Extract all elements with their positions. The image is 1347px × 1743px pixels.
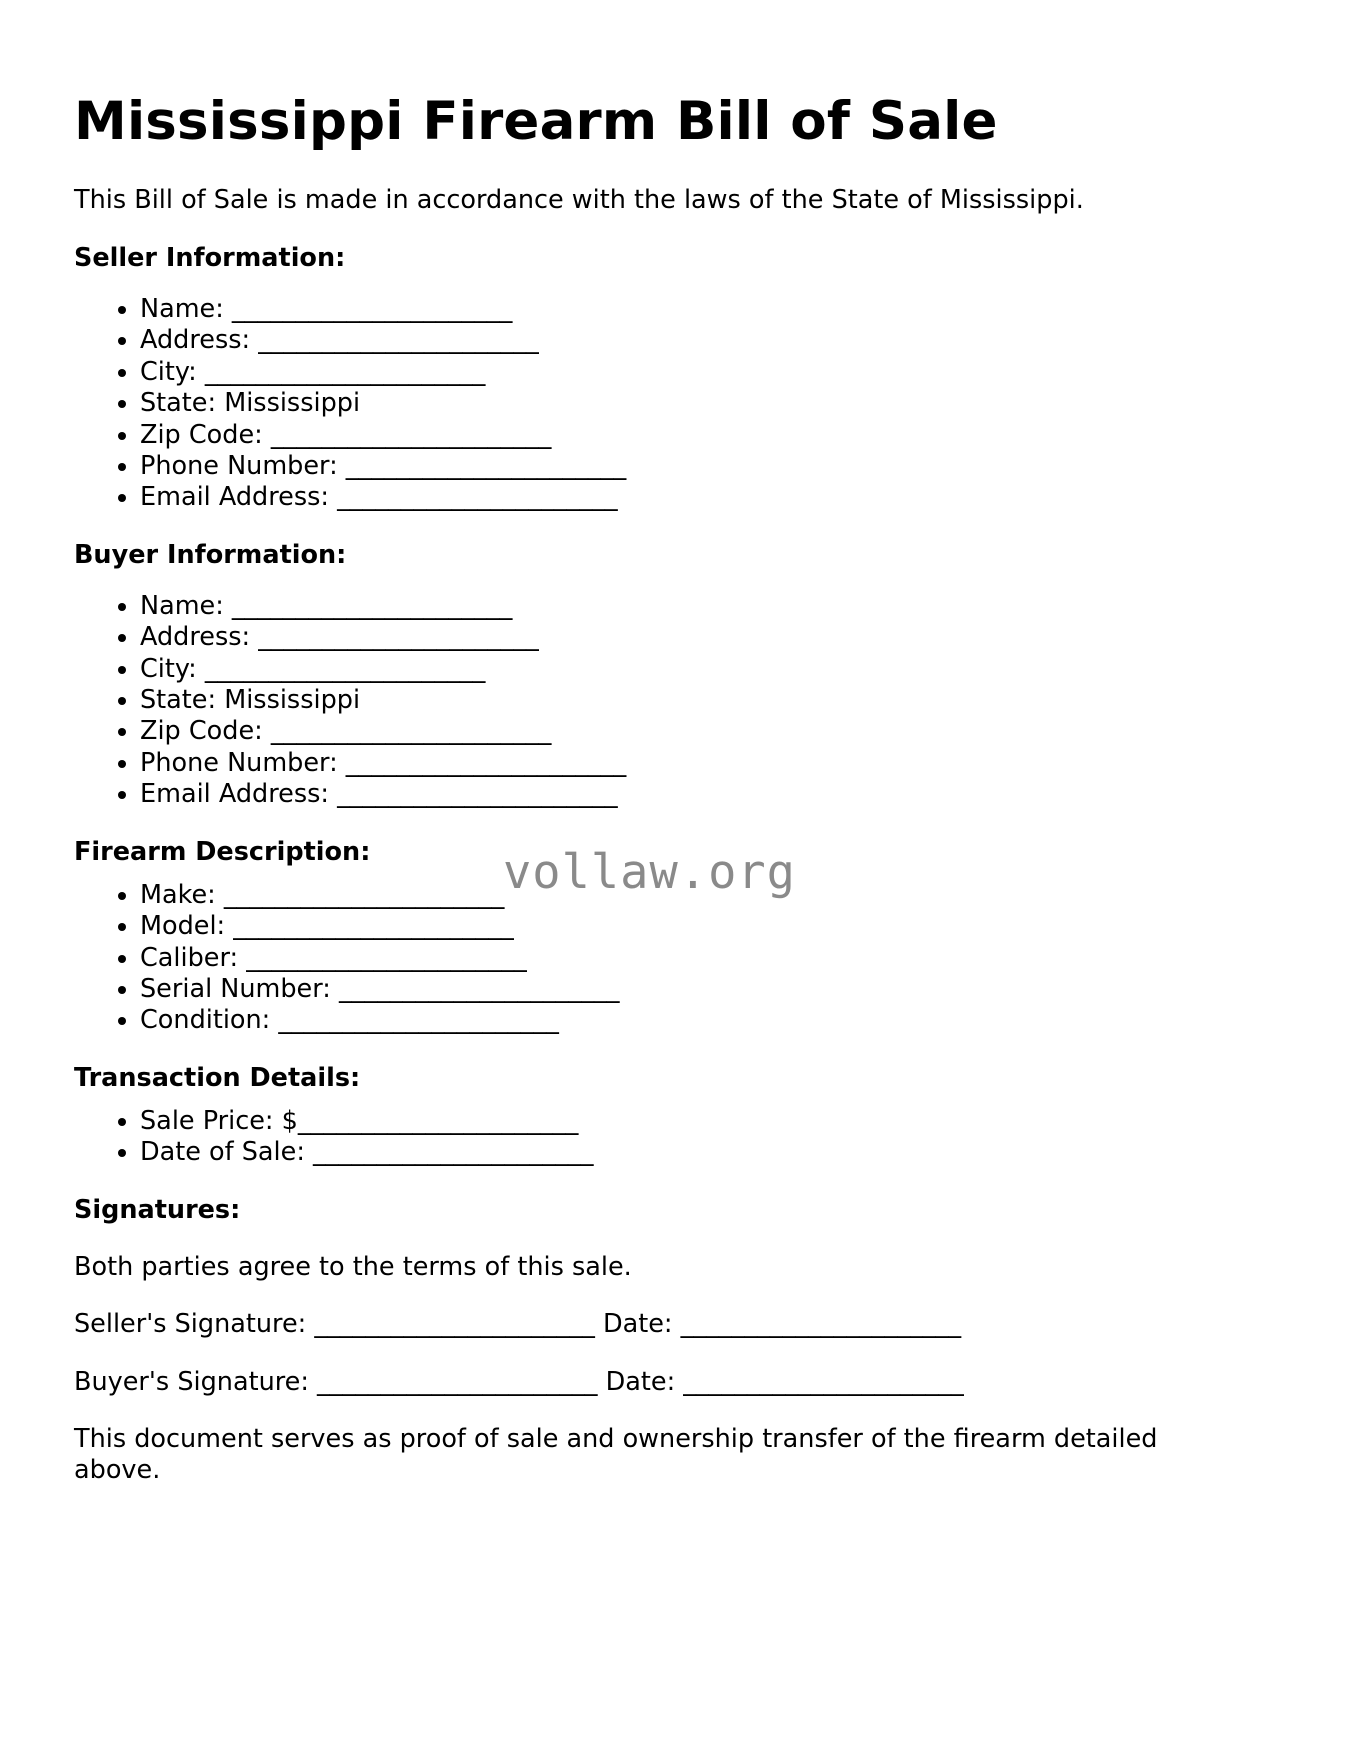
buyer-state-field: • State: Mississippi <box>140 685 1274 716</box>
firearm-condition-field: • Condition: ______________________ <box>140 1005 1274 1036</box>
buyer-signature-line: Buyer's Signature: ______________________ Date: ______________________ <box>74 1366 964 1397</box>
firearm-caliber-field: • Caliber: ______________________ <box>140 943 1274 974</box>
buyer-list <box>74 591 1274 811</box>
buyer-address-field: • Address: ______________________ <box>140 622 1274 653</box>
signatures-heading: Signatures: <box>74 1194 241 1225</box>
seller-city-field: • City: ______________________ <box>140 357 1274 388</box>
transaction-list <box>74 1106 1274 1169</box>
transaction-heading: Transaction Details: <box>74 1062 361 1093</box>
buyer-heading: Buyer Information: <box>74 539 347 570</box>
document-title: Mississippi Firearm Bill of Sale <box>74 91 998 152</box>
firearm-heading: Firearm Description: <box>74 836 371 867</box>
firearm-model-field: • Model: ______________________ <box>140 911 1274 942</box>
seller-address-field: • Address: ______________________ <box>140 325 1274 356</box>
firearm-make-field: • Make: ______________________ <box>140 880 1274 911</box>
buyer-zip-field: • Zip Code: ______________________ <box>140 716 1274 747</box>
agreement-text: Both parties agree to the terms of this sale. <box>74 1251 632 1282</box>
seller-phone-field: • Phone Number: ______________________ <box>140 451 1274 482</box>
date-of-sale-field: • Date of Sale: ______________________ <box>140 1137 1274 1168</box>
buyer-name-field: • Name: ______________________ <box>140 591 1274 622</box>
firearm-serial-field: • Serial Number: ______________________ <box>140 974 1274 1005</box>
seller-email-field: • Email Address: ______________________ <box>140 482 1274 513</box>
seller-heading: Seller Information: <box>74 243 346 273</box>
seller-list <box>74 294 1274 514</box>
seller-zip-field: • Zip Code: ______________________ <box>140 420 1274 451</box>
firearm-list <box>74 880 1274 1037</box>
document-page <box>74 90 1274 1486</box>
buyer-city-field: • City: ______________________ <box>140 654 1274 685</box>
buyer-email-field: • Email Address: ______________________ <box>140 779 1274 810</box>
buyer-phone-field: • Phone Number: ______________________ <box>140 748 1274 779</box>
seller-name-field: • Name: ______________________ <box>140 294 1274 325</box>
intro-text: This Bill of Sale is made in accordance with the laws of the State of Mississippi. <box>74 185 1084 215</box>
seller-signature-line: Seller's Signature: ______________________ Date: ______________________ <box>74 1308 962 1339</box>
seller-state-field: • State: Mississippi <box>140 388 1274 419</box>
sale-price-field: • Sale Price: $______________________ <box>140 1106 1274 1137</box>
closing-text: This document serves as proof of sale and ownership transfer of the firearm detailed above. <box>74 1423 1158 1485</box>
watermark: vollaw.org <box>503 845 796 900</box>
